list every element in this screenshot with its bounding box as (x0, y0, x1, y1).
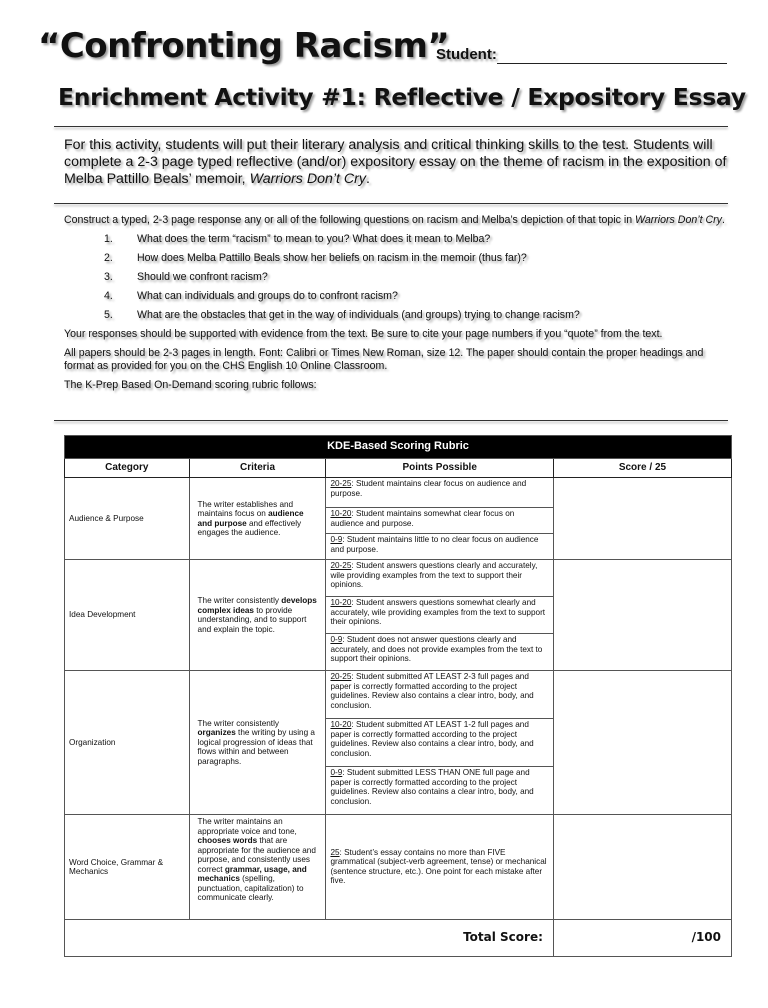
score-cell[interactable] (553, 815, 731, 920)
divider-2 (54, 203, 728, 204)
points-level (326, 597, 553, 634)
level-range: 0-9 (330, 635, 343, 644)
question-number: 4. (104, 290, 113, 302)
question-item (64, 252, 732, 265)
divider-3 (54, 420, 728, 421)
student-label: Student: (436, 46, 497, 63)
intro-text: For this activity, students will put their literary analysis and critical thinking skills to the test. Students will complete a 2-3 page typed reflective (and/or) expository essay on the theme of racism in the exposition of Melba Pattillo Beals’ memoir, (64, 137, 727, 187)
points-level (326, 719, 553, 767)
criteria-cell: The writer consistently organizes the writing by using a logical progression of ideas that flows within and between paragraphs. (189, 671, 326, 815)
question-number: 5. (104, 309, 113, 321)
question-text: Should we confront racism? (137, 271, 268, 283)
level-text: : Student submitted AT LEAST 2-3 full pages and paper is correctly formatted according to the project guidelines. Review also contains a clear intro, body, and conclusion. (330, 672, 534, 710)
rubric-intro: The K-Prep Based On-Demand scoring rubric follows: (64, 379, 317, 391)
level-range: 25 (330, 847, 340, 857)
level-range: 20-25 (330, 561, 352, 570)
header-criteria: Criteria (189, 459, 326, 478)
criteria-cell: The writer maintains an appropriate voice and tone, chooses words that are appropriate for the audience and purpose, and consistently uses correct grammar, usage, and mechanics (spelling, punctuation, capitalization) to communicate clearly. (189, 815, 326, 920)
level-range: 10-20 (330, 509, 352, 518)
question-item (64, 309, 732, 322)
points-level (326, 478, 553, 508)
instructions (64, 214, 732, 398)
level-range: 0-9 (330, 535, 343, 544)
level-text: : Student answers questions somewhat clearly and accurately, wile providing examples from the text to support their opinions. (330, 598, 546, 626)
question-item (64, 271, 732, 284)
level-range: 10-20 (330, 598, 352, 607)
header-category: Category (65, 459, 190, 478)
total-score-label: Total Score: (65, 920, 554, 957)
points-level (326, 634, 553, 671)
score-cell[interactable] (553, 671, 731, 815)
level-text: : Student submitted AT LEAST 1-2 full pages and paper is correctly formatted according to the project guidelines. Review also contains a clear intro, body, and conclusion. (330, 720, 534, 758)
points-level (326, 534, 553, 560)
document-title: “Confronting Racism” (38, 26, 450, 66)
format-note: All papers should be 2-3 pages in length. Font: Calibri or Times New Roman, size 12. The paper should contain the proper headings and format as provided for you on the CHS English 10 Online Classroom. (64, 347, 704, 372)
level-range: 20-25 (330, 672, 352, 681)
question-text: How does Melba Pattillo Beals show her beliefs on racism in the memoir (thus far)? (137, 252, 527, 264)
points-level (326, 508, 553, 534)
criteria-cell: The writer establishes and maintains focus on audience and purpose and effectively engages the audience. (189, 478, 326, 560)
lead-book-title: Warriors Don’t Cry (635, 214, 722, 226)
evidence-note: Your responses should be supported with evidence from the text. Be sure to cite your page numbers if you “quote” from the text. (64, 328, 663, 340)
question-text: What does the term “racism” to mean to you? What does it mean to Melba? (137, 233, 491, 245)
divider-1 (54, 126, 728, 127)
level-range: 0-9 (330, 768, 343, 777)
question-number: 3. (104, 271, 113, 283)
header-score: Score / 25 (553, 459, 731, 478)
student-name-line (497, 63, 727, 64)
level-text: : Student maintains little to no clear focus on audience and purpose. (330, 535, 539, 554)
question-text: What can individuals and groups do to confront racism? (137, 290, 398, 302)
level-range: 20-25 (330, 479, 352, 488)
points-level (326, 560, 553, 597)
category-cell: Organization (65, 671, 190, 815)
points-level (326, 815, 553, 920)
question-item (64, 233, 732, 246)
header-points-possible: Points Possible (326, 459, 553, 478)
level-text: : Student maintains somewhat clear focus on audience and purpose. (330, 509, 515, 528)
scoring-rubric-table (64, 435, 732, 957)
intro-paragraph (64, 137, 728, 188)
level-range: 10-20 (330, 720, 352, 729)
level-text: : Student submitted LESS THAN ONE full page and paper is correctly formatted according to the project guidelines. Review also contains a clear intro, body, and conclusion. (330, 768, 534, 806)
level-text: : Student does not answer questions clearly and accurately, and does not provide examples from the text to support their opinions. (330, 635, 543, 663)
question-number: 1. (104, 233, 113, 245)
intro-end: . (365, 171, 370, 187)
level-text: : Student maintains clear focus on audience and purpose. (330, 479, 527, 498)
points-level (326, 767, 553, 815)
category-cell: Idea Development (65, 560, 190, 671)
total-score-value[interactable]: /100 (553, 920, 731, 957)
lead-end: . (721, 214, 725, 226)
question-text: What are the obstacles that get in the way of individuals (and groups) trying to change racism? (137, 309, 580, 321)
score-cell[interactable] (553, 560, 731, 671)
intro-book-title: Warriors Don’t Cry (249, 171, 366, 187)
points-level (326, 671, 553, 719)
criteria-cell: The writer consistently develops complex ideas to provide understanding, and to support and explain the topic. (189, 560, 326, 671)
level-text: : Student answers questions clearly and accurately, wile providing examples from the text to support their opinions. (330, 561, 538, 589)
level-text: : Student’s essay contains no more than FIVE grammatical (subject-verb agreement, tense) or mechanical (sentence structure, etc.). One point for each mistake after five. (330, 847, 547, 885)
document-subtitle: Enrichment Activity #1: Reflective / Expository Essay (58, 83, 746, 111)
question-number: 2. (104, 252, 113, 264)
category-cell: Audience & Purpose (65, 478, 190, 560)
score-cell[interactable] (553, 478, 731, 560)
question-list (64, 233, 732, 322)
rubric-title: KDE-Based Scoring Rubric (65, 436, 732, 459)
question-item (64, 290, 732, 303)
instructions-lead (64, 214, 732, 227)
category-cell: Word Choice, Grammar & Mechanics (65, 815, 190, 920)
lead-text: Construct a typed, 2-3 page response any or all of the following questions on racism and Melba’s depiction of that topic in (64, 214, 636, 226)
